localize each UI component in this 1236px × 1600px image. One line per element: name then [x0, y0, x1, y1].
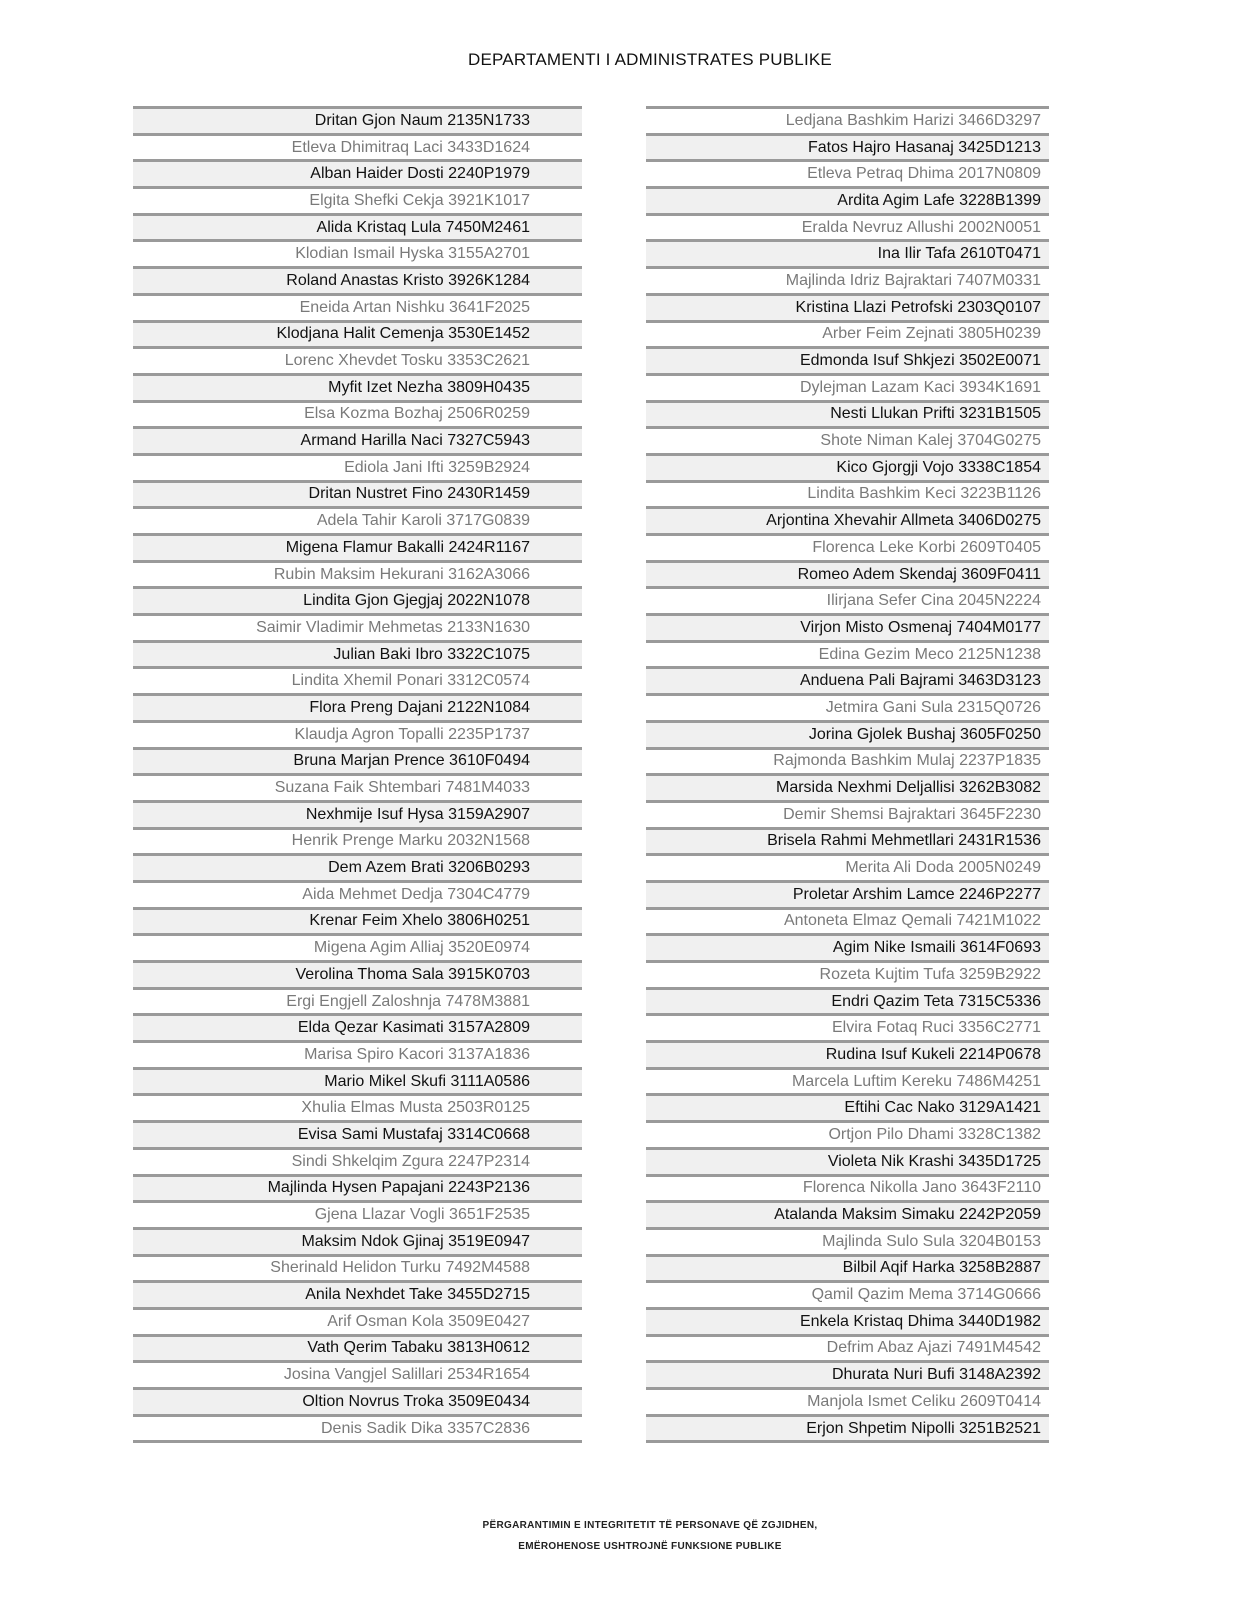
list-item: Gjena Llazar Vogli 3651F2535	[133, 1200, 582, 1227]
list-item: Ina Ilir Tafa 2610T0471	[646, 239, 1049, 266]
list-item: Krenar Feim Xhelo 3806H0251	[133, 907, 582, 934]
list-item: Ortjon Pilo Dhami 3328C1382	[646, 1120, 1049, 1147]
list-item: Dritan Nustret Fino 2430R1459	[133, 480, 582, 507]
list-item: Mario Mikel Skufi 3111A0586	[133, 1067, 582, 1094]
list-item: Rajmonda Bashkim Mulaj 2237P1835	[646, 747, 1049, 774]
list-item: Lorenc Xhevdet Tosku 3353C2621	[133, 346, 582, 373]
list-item: Dritan Gjon Naum 2135N1733	[133, 106, 582, 133]
list-item: Eftihi Cac Nako 3129A1421	[646, 1093, 1049, 1120]
list-item: Suzana Faik Shtembari 7481M4033	[133, 773, 582, 800]
list-item: Alban Haider Dosti 2240P1979	[133, 159, 582, 186]
list-item: Anduena Pali Bajrami 3463D3123	[646, 666, 1049, 693]
list-item: Majlinda Sulo Sula 3204B0153	[646, 1227, 1049, 1254]
list-item: Etleva Dhimitraq Laci 3433D1624	[133, 133, 582, 160]
list-item: Elvira Fotaq Ruci 3356C2771	[646, 1013, 1049, 1040]
list-item: Josina Vangjel Salillari 2534R1654	[133, 1360, 582, 1387]
list-item: Ediola Jani Ifti 3259B2924	[133, 453, 582, 480]
list-item: Marisa Spiro Kacori 3137A1836	[133, 1040, 582, 1067]
list-item: Julian Baki Ibro 3322C1075	[133, 640, 582, 667]
list-item: Xhulia Elmas Musta 2503R0125	[133, 1093, 582, 1120]
list-item: Edmonda Isuf Shkjezi 3502E0071	[646, 346, 1049, 373]
list-item: Migena Agim Alliaj 3520E0974	[133, 933, 582, 960]
left-name-list	[133, 106, 582, 1443]
list-item: Lindita Gjon Gjegjaj 2022N1078	[133, 586, 582, 613]
list-item: Ilirjana Sefer Cina 2045N2224	[646, 586, 1049, 613]
list-item: Agim Nike Ismaili 3614F0693	[646, 933, 1049, 960]
list-item: Rubin Maksim Hekurani 3162A3066	[133, 560, 582, 587]
list-item: Lindita Bashkim Keci 3223B1126	[646, 480, 1049, 507]
list-item: Saimir Vladimir Mehmetas 2133N1630	[133, 613, 582, 640]
list-item: Lindita Xhemil Ponari 3312C0574	[133, 666, 582, 693]
list-item: Nexhmije Isuf Hysa 3159A2907	[133, 800, 582, 827]
list-item: Elgita Shefki Cekja 3921K1017	[133, 186, 582, 213]
list-item: Enkela Kristaq Dhima 3440D1982	[646, 1307, 1049, 1334]
list-item: Marcela Luftim Kereku 7486M4251	[646, 1067, 1049, 1094]
list-item: Oltion Novrus Troka 3509E0434	[133, 1387, 582, 1414]
list-item: Alida Kristaq Lula 7450M2461	[133, 213, 582, 240]
list-item: Rozeta Kujtim Tufa 3259B2922	[646, 960, 1049, 987]
list-item: Proletar Arshim Lamce 2246P2277	[646, 880, 1049, 907]
list-item: Ardita Agim Lafe 3228B1399	[646, 186, 1049, 213]
list-item: Etleva Petraq Dhima 2017N0809	[646, 159, 1049, 186]
list-item: Klodian Ismail Hyska 3155A2701	[133, 239, 582, 266]
list-item: Dem Azem Brati 3206B0293	[133, 853, 582, 880]
list-item: Vath Qerim Tabaku 3813H0612	[133, 1334, 582, 1361]
list-item: Defrim Abaz Ajazi 7491M4542	[646, 1334, 1049, 1361]
list-item: Henrik Prenge Marku 2032N1568	[133, 827, 582, 854]
list-item: Myfit Izet Nezha 3809H0435	[133, 373, 582, 400]
list-item: Nesti Llukan Prifti 3231B1505	[646, 400, 1049, 427]
list-item: Dhurata Nuri Bufi 3148A2392	[646, 1360, 1049, 1387]
list-item: Adela Tahir Karoli 3717G0839	[133, 506, 582, 533]
list-item: Denis Sadik Dika 3357C2836	[133, 1414, 582, 1441]
list-item: Dylejman Lazam Kaci 3934K1691	[646, 373, 1049, 400]
list-item: Roland Anastas Kristo 3926K1284	[133, 266, 582, 293]
list-item: Erjon Shpetim Nipolli 3251B2521	[646, 1414, 1049, 1441]
list-bottom-rule	[646, 1440, 1049, 1443]
footer	[0, 1515, 1236, 1557]
list-item: Fatos Hajro Hasanaj 3425D1213	[646, 133, 1049, 160]
list-item: Evisa Sami Mustafaj 3314C0668	[133, 1120, 582, 1147]
list-item: Virjon Misto Osmenaj 7404M0177	[646, 613, 1049, 640]
list-item: Atalanda Maksim Simaku 2242P2059	[646, 1200, 1049, 1227]
list-item: Jorina Gjolek Bushaj 3605F0250	[646, 720, 1049, 747]
list-item: Antoneta Elmaz Qemali 7421M1022	[646, 907, 1049, 934]
list-item: Klodjana Halit Cemenja 3530E1452	[133, 320, 582, 347]
list-item: Kico Gjorgji Vojo 3338C1854	[646, 453, 1049, 480]
list-item: Florenca Nikolla Jano 3643F2110	[646, 1174, 1049, 1201]
list-item: Bruna Marjan Prence 3610F0494	[133, 747, 582, 774]
list-item: Verolina Thoma Sala 3915K0703	[133, 960, 582, 987]
list-item: Ergi Engjell Zaloshnja 7478M3881	[133, 987, 582, 1014]
list-item: Aida Mehmet Dedja 7304C4779	[133, 880, 582, 907]
footer-line-2: EMËROHENOSE USHTROJNË FUNKSIONE PUBLIKE	[518, 1541, 782, 1552]
list-item: Migena Flamur Bakalli 2424R1167	[133, 533, 582, 560]
list-item: Majlinda Hysen Papajani 2243P2136	[133, 1174, 582, 1201]
list-item: Armand Harilla Naci 7327C5943	[133, 426, 582, 453]
list-item: Violeta Nik Krashi 3435D1725	[646, 1147, 1049, 1174]
list-item: Sherinald Helidon Turku 7492M4588	[133, 1254, 582, 1281]
list-item: Maksim Ndok Gjinaj 3519E0947	[133, 1227, 582, 1254]
list-item: Florenca Leke Korbi 2609T0405	[646, 533, 1049, 560]
list-item: Ledjana Bashkim Harizi 3466D3297	[646, 106, 1049, 133]
list-item: Eralda Nevruz Allushi 2002N0051	[646, 213, 1049, 240]
list-item: Arif Osman Kola 3509E0427	[133, 1307, 582, 1334]
page-title: DEPARTAMENTI I ADMINISTRATES PUBLIKE	[468, 50, 832, 69]
list-item: Marsida Nexhmi Deljallisi 3262B3082	[646, 773, 1049, 800]
right-name-list	[646, 106, 1049, 1443]
list-item: Brisela Rahmi Mehmetllari 2431R1536	[646, 827, 1049, 854]
list-item: Bilbil Aqif Harka 3258B2887	[646, 1254, 1049, 1281]
list-item: Sindi Shkelqim Zgura 2247P2314	[133, 1147, 582, 1174]
list-item: Elda Qezar Kasimati 3157A2809	[133, 1013, 582, 1040]
list-item: Kristina Llazi Petrofski 2303Q0107	[646, 293, 1049, 320]
list-item: Flora Preng Dajani 2122N1084	[133, 693, 582, 720]
list-item: Anila Nexhdet Take 3455D2715	[133, 1280, 582, 1307]
list-item: Jetmira Gani Sula 2315Q0726	[646, 693, 1049, 720]
list-item: Klaudja Agron Topalli 2235P1737	[133, 720, 582, 747]
list-bottom-rule	[133, 1440, 582, 1443]
list-item: Arjontina Xhevahir Allmeta 3406D0275	[646, 506, 1049, 533]
list-item: Merita Ali Doda 2005N0249	[646, 853, 1049, 880]
list-item: Eneida Artan Nishku 3641F2025	[133, 293, 582, 320]
list-item: Demir Shemsi Bajraktari 3645F2230	[646, 800, 1049, 827]
list-item: Romeo Adem Skendaj 3609F0411	[646, 560, 1049, 587]
list-item: Shote Niman Kalej 3704G0275	[646, 426, 1049, 453]
list-item: Qamil Qazim Mema 3714G0666	[646, 1280, 1049, 1307]
list-item: Manjola Ismet Celiku 2609T0414	[646, 1387, 1049, 1414]
list-item: Endri Qazim Teta 7315C5336	[646, 987, 1049, 1014]
footer-line-1: PËRGARANTIMIN E INTEGRITETIT TË PERSONAVE QË ZGJIDHEN,	[482, 1520, 818, 1531]
list-item: Elsa Kozma Bozhaj 2506R0259	[133, 400, 582, 427]
list-item: Rudina Isuf Kukeli 2214P0678	[646, 1040, 1049, 1067]
list-item: Majlinda Idriz Bajraktari 7407M0331	[646, 266, 1049, 293]
list-item: Arber Feim Zejnati 3805H0239	[646, 320, 1049, 347]
list-item: Edina Gezim Meco 2125N1238	[646, 640, 1049, 667]
